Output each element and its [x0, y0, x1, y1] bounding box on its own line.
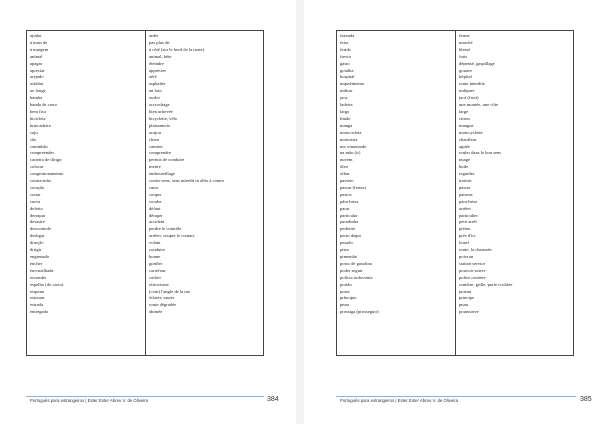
- vocabulary-entry: carrefour: [149, 267, 166, 273]
- vocabulary-entry: mettre: [149, 164, 161, 170]
- vocabulary-entry: particular: [340, 212, 358, 218]
- page-number: 385: [580, 396, 592, 403]
- vocabulary-entry: fazenda: [340, 33, 355, 38]
- vocabulary-entry: indicar: [340, 88, 353, 94]
- vocabulary-entry: desastre: [30, 219, 45, 225]
- vocabulary-entry: bien achevée: [149, 108, 173, 114]
- vocabulary-entry: feira: [340, 39, 349, 45]
- vocabulary-entry: animal, bête: [149, 53, 172, 59]
- footer-text: Português para estrangeiros | Ester Ester Abreu V. de Oliveira: [340, 398, 458, 403]
- vocabulary-entry: contra-mão: [30, 178, 51, 184]
- vocabulary-entry: police routière: [459, 274, 486, 280]
- vocabulary-entry: rétroviseur: [149, 281, 169, 287]
- vocabulary-entry: routière, grille, porte cochère: [459, 281, 513, 287]
- vocabulary-entry: ferido: [340, 46, 351, 52]
- vocabulary-table: [336, 30, 574, 356]
- vocabulary-entry: pas plus de: [149, 39, 170, 45]
- page-right: [304, 0, 600, 424]
- vocabulary-entry: chauffeur: [459, 136, 477, 142]
- vocabulary-entry: pedestre: [340, 226, 356, 232]
- vocabulary-entry: bicyclette, vélo: [149, 115, 178, 121]
- vocabulary-entry: impedimento: [340, 81, 365, 87]
- vocabulary-entry: acajou: [149, 129, 161, 135]
- vocabulary-entry: passeio: [340, 178, 354, 184]
- vocabulary-entry: piéton: [459, 226, 471, 232]
- vocabulary-entry: principe: [459, 295, 475, 301]
- vocabulary-entry: bicicleta: [30, 115, 46, 121]
- vocabulary-entry: manga: [340, 122, 353, 128]
- vocabulary-entry: motocyclette: [459, 129, 483, 135]
- vocabulary-entry: abimée: [149, 309, 163, 315]
- vocabulary-entry: mangue: [459, 122, 474, 128]
- vocabulary-entry: couper: [149, 191, 162, 197]
- vocabulary-entry: route interdite: [459, 81, 485, 87]
- vocabulary-entry: mo vimentado: [340, 143, 367, 149]
- vocabulary-entry: trottoir: [459, 178, 472, 184]
- vocabulary-entry: poivron: [459, 254, 474, 259]
- vocabulary-entry: estrada: [30, 302, 44, 308]
- vocabulary-entry: déraper: [149, 212, 163, 218]
- vocabulary-entry: pnau: [459, 302, 468, 308]
- vocabulary-entry: motorista: [340, 136, 358, 142]
- vocabulary-entry: large: [459, 108, 469, 114]
- page-left: [0, 0, 296, 424]
- vocabulary-entry: comprendre: [149, 150, 171, 156]
- vocabulary-table: [26, 30, 264, 356]
- portuguese-column: [337, 31, 455, 355]
- french-column: [455, 31, 573, 355]
- vocabulary-entry: pastos: [340, 191, 352, 197]
- vocabulary-entry: accident: [149, 219, 165, 225]
- vocabulary-entry: cão: [30, 136, 37, 142]
- vocabulary-entry: jacá (fruit): [459, 95, 479, 101]
- vocabulary-entry: cortar: [30, 191, 41, 197]
- vocabulary-entry: ao longe: [30, 88, 46, 94]
- vocabulary-entry: pnau: [340, 302, 349, 308]
- footer-rule: [26, 396, 264, 397]
- vocabulary-entry: poursuivre: [459, 309, 479, 315]
- vocabulary-entry: carteira de dirigir: [30, 157, 62, 163]
- vocabulary-entry: entregada: [30, 309, 48, 315]
- vocabulary-entry: direção: [30, 240, 44, 246]
- vocabulary-entry: posto de gasolina: [340, 260, 372, 266]
- vocabulary-entry: perto daqui: [340, 233, 361, 239]
- vocabulary-entry: camion: [149, 143, 163, 149]
- vocabulary-entry: jaca: [340, 95, 348, 101]
- vocabulary-entry: príncipio: [340, 295, 357, 301]
- vocabulary-entry: permis de conduire: [149, 157, 185, 163]
- vocabulary-entry: paradinha: [340, 219, 359, 225]
- vocabulary-entry: route dégradée: [149, 302, 177, 308]
- vocabulary-entry: chien: [149, 136, 159, 142]
- vocabulary-entry: caminhão: [30, 143, 48, 149]
- vocabulary-entry: brincadeira: [30, 122, 51, 128]
- vocabulary-entry: plaisanterie: [149, 122, 171, 128]
- vocabulary-entry: encruzilhada: [30, 267, 54, 273]
- vocabulary-entry: dépensé, gaspillage: [459, 60, 495, 66]
- vocabulary-entry: cacher: [149, 274, 161, 280]
- vocabulary-entry: coração: [30, 184, 45, 190]
- vocabulary-entry: ferme: [459, 33, 470, 38]
- vocabulary-entry: éclater, sauter: [149, 295, 175, 301]
- vocabulary-entry: portão: [340, 281, 352, 287]
- vocabulary-entry: station service: [459, 260, 486, 266]
- vocabulary-entry: bem fica: [30, 108, 46, 114]
- vocabulary-entry: au loin: [149, 88, 162, 94]
- vocabulary-entry: apreciar: [30, 67, 45, 73]
- vocabulary-entry: pára-brisa: [340, 198, 359, 204]
- vocabulary-entry: largo: [340, 108, 350, 114]
- vocabulary-entry: bainha: [30, 95, 43, 101]
- vocabulary-entry: encher: [30, 260, 43, 266]
- vocabulary-entry: rouler dans le bon sens: [459, 150, 502, 156]
- vocabulary-entry: estourar: [30, 295, 45, 301]
- vocabulary-entry: espelho (do carro): [30, 281, 64, 287]
- vocabulary-entry: passar (ferias): [340, 184, 366, 190]
- vocabulary-entry: courbe: [149, 198, 162, 204]
- vocabulary-entry: compreender: [30, 150, 54, 156]
- vocabulary-entry: nuage: [459, 157, 470, 163]
- vocabulary-entry: animal: [30, 53, 43, 59]
- vocabulary-entry: une montée, une côte: [459, 102, 499, 108]
- vocabulary-entry: près d'ici: [459, 233, 476, 239]
- vocabulary-entry: esconder: [30, 274, 47, 280]
- vocabulary-entry: hospital: [340, 74, 355, 80]
- page-number: 384: [267, 396, 279, 403]
- vocabulary-entry: éteindre: [149, 60, 164, 66]
- vocabulary-entry: conduire: [149, 247, 166, 253]
- vocabulary-entry: engrenado: [30, 254, 50, 259]
- vocabulary-entry: desligar: [30, 233, 45, 239]
- vocabulary-entry: arejado: [30, 74, 44, 80]
- vocabulary-entry: aéré: [149, 74, 157, 80]
- vocabulary-entry: ourlet: [149, 95, 160, 101]
- vocabulary-entry: ajudar: [30, 33, 42, 38]
- vocabulary-entry: à mais de: [30, 39, 48, 45]
- vocabulary-entry: défaut: [149, 205, 161, 211]
- vocabulary-entry: à margem: [30, 46, 49, 52]
- vocabulary-entry: passer: [459, 184, 471, 190]
- vocabulary-entry: pouvoir suivre: [459, 267, 486, 273]
- vocabulary-entry: gotalha: [340, 67, 354, 73]
- vocabulary-entry: poder seguir: [340, 267, 363, 273]
- vocabulary-entry: hôpital: [459, 74, 472, 80]
- vocabulary-entry: gasto: [340, 60, 350, 66]
- vocabulary-entry: descontrole: [30, 226, 52, 232]
- vocabulary-entry: limão: [340, 115, 351, 121]
- vocabulary-entry: polícia rodoviária: [340, 274, 373, 280]
- vocabulary-entry: huile: [459, 164, 469, 170]
- vocabulary-entry: congestionamento: [30, 171, 64, 177]
- vocabulary-entry: olhar: [340, 171, 350, 177]
- vocabulary-entry: motocicleta: [340, 129, 362, 135]
- vocabulary-entry: pesado: [340, 240, 353, 246]
- vocabulary-entry: apprécier: [149, 67, 167, 73]
- vocabulary-entry: embouteillage: [149, 171, 176, 177]
- vocabulary-entry: nuvem: [340, 157, 353, 163]
- vocabulary-entry: particulier: [459, 212, 478, 218]
- vocabulary-entry: curva: [30, 198, 41, 204]
- vocabulary-entry: (coin) l'angle de la rue: [149, 288, 191, 294]
- vocabulary-entry: defeito: [30, 205, 43, 211]
- footer-rule: [336, 396, 576, 397]
- vocabulary-entry: volant: [149, 240, 161, 246]
- vocabulary-entry: na mão (ir): [340, 150, 361, 156]
- vocabulary-entry: indiquer: [459, 88, 475, 94]
- vocabulary-entry: para-brise: [459, 198, 478, 204]
- vocabulary-entry: asfaltar: [30, 81, 44, 87]
- vocabulary-entry: agitée: [459, 143, 470, 149]
- vocabulary-entry: derrapar: [30, 212, 46, 218]
- vocabulary-entry: frais: [459, 53, 468, 59]
- vocabulary-entry: accrochage: [149, 102, 170, 108]
- vocabulary-entry: petit arrêt: [459, 219, 477, 225]
- vocabulary-entry: arrêter: [459, 205, 471, 211]
- vocabulary-entry: route, la chaussée: [459, 247, 492, 253]
- vocabulary-entry: prossiga (prosseguir): [340, 309, 379, 315]
- vocabulary-entry: ladeira: [340, 102, 353, 108]
- vocabulary-entry: bonne: [149, 254, 161, 259]
- vocabulary-entry: à côté (sur le bord de la route): [149, 46, 205, 52]
- vocabulary-entry: pista: [340, 247, 349, 253]
- vocabulary-entry: blessé: [459, 46, 471, 52]
- portuguese-column: [27, 31, 145, 355]
- vocabulary-entry: poteau: [459, 288, 472, 294]
- vocabulary-entry: cœur: [149, 184, 159, 190]
- vocabulary-entry: esquina: [30, 288, 45, 294]
- vocabulary-entry: dirigir: [30, 247, 42, 253]
- vocabulary-entry: gouave: [459, 67, 473, 73]
- vocabulary-entry: pimentão: [340, 254, 358, 259]
- vocabulary-entry: asphalter: [149, 81, 166, 87]
- vocabulary-entry: apagar: [30, 60, 43, 66]
- vocabulary-entry: gonfler: [149, 260, 163, 266]
- french-column: [145, 31, 263, 355]
- vocabulary-entry: banda de carro: [30, 102, 58, 108]
- vocabulary-entry: lourd: [459, 240, 469, 246]
- vocabulary-entry: óleo: [340, 164, 348, 170]
- vocabulary-entry: patrons: [459, 191, 473, 197]
- vocabulary-entry: regarder: [459, 171, 475, 177]
- vocabulary-entry: arrêter, couper le contact: [149, 233, 195, 239]
- vocabulary-entry: perdre le contrôle: [149, 226, 182, 232]
- vocabulary-entry: aider: [149, 33, 159, 38]
- vocabulary-entry: caju: [30, 129, 38, 135]
- vocabulary-entry: fresco: [340, 53, 352, 59]
- vocabulary-entry: citron: [459, 115, 470, 121]
- vocabulary-entry: marché: [459, 39, 473, 45]
- vocabulary-entry: poste: [340, 288, 350, 294]
- footer-text: Português para estrangeiros | Ester Ester Abreu V. de Oliveira: [30, 398, 148, 403]
- vocabulary-entry: parar: [340, 205, 350, 211]
- vocabulary-entry: colocar: [30, 164, 44, 170]
- vocabulary-entry: contre sens, sens interdit in aller à contre: [149, 178, 225, 184]
